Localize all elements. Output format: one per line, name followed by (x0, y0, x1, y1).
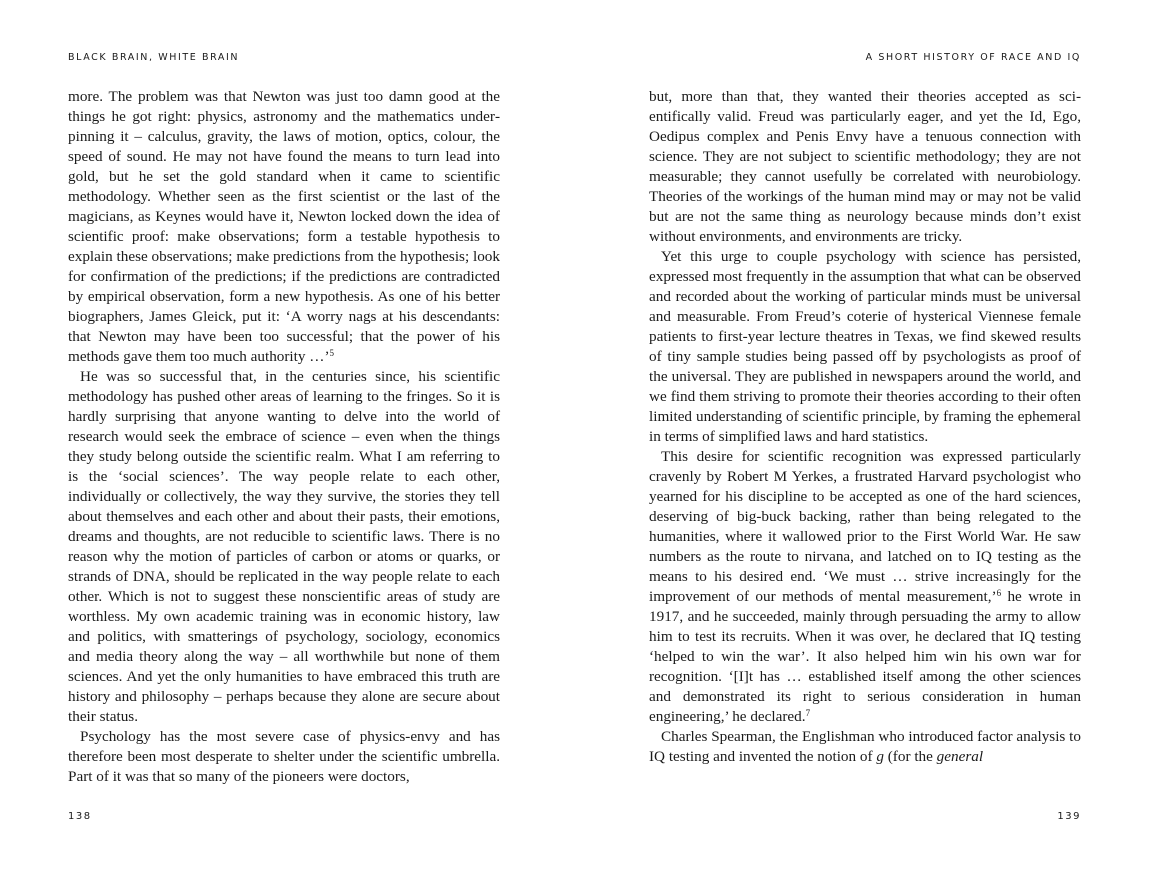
footnote-marker: 6 (996, 588, 1002, 598)
paragraph: He was so successful that, in the centuries since, his scientific methodology has pushed other areas of learning to the fringes. So it is hardly surprising that anyone wanting to delve into the world of research would seek the embrace of science – even when the things they study belong outside the scientific realm. What I am referring to is the ‘social sciences’. The way people relate to each other, individually or collectively, the way they survive, the stories they tell about themselves and each other and about their pasts, their emotions, dreams and thoughts, are not reducible to scientific laws. There is no reason why the motion of particles of carbon or atoms or quarks, or strands of DNA, should be replicated in the way people relate to each other. Which is not to suggest these nonscientific areas of study are worthless. My own academic training was in economic history, law and politics, with smatterings of psychology, sociology, economics and media theory along the way – all worthwhile but none of them sciences. And yet the only humanities to have embraced this truth are history and philosophy – perhaps because they alone are secure about their status. (68, 368, 500, 725)
paragraph-text: more. The problem was that Newton was just too damn good at the things he got right: physics, astronomy and the mathematics underpinning it – calculus, gravity, the laws of motion, optics, colour, the speed of sound. He may not have found the means to turn lead into gold, but he set the gold standard when it came to scientific methodology. Whether seen as the first scientist or the last of the magicians, as Keynes would have it, Newton locked down the idea of scientific proof: make observations; form a testable hypothesis to explain these observations; make predictions from the hypothesis; look for confirmation of the predictions; if the predictions are contradicted by empirical observation, form a new hypothesis. As one of his better biographers, James Gleick, put it: ‘A worry nags at his descendants: that Newton may have been too successful; that the power of his methods gave them too much authority …’ (68, 88, 500, 365)
right-page-body (649, 87, 1081, 767)
paragraph (649, 727, 1081, 767)
right-page (649, 0, 1081, 881)
left-page-body (68, 87, 500, 787)
left-page (68, 0, 500, 881)
paragraph: Psychology has the most severe case of physics-envy and has therefore been most desperate to shelter under the scientific umbrella. Part of it was that so many of the pioneers were doctors, (68, 728, 500, 785)
italic-g: g (876, 748, 884, 765)
footnote-marker: 5 (329, 348, 335, 358)
italic-general: general (936, 748, 984, 765)
paragraph (649, 447, 1081, 727)
paragraph-text: Charles Spearman, the Englishman who introduced factor analysis to IQ testing and invented the notion of (649, 728, 1081, 765)
page-number-right: 139 (1057, 811, 1081, 822)
running-head-left: BLACK BRAIN, WHITE BRAIN (68, 52, 240, 63)
paragraph (68, 87, 500, 367)
paragraph-text: This desire for scientific recognition was expressed particularly cravenly by Robert M Yerkes, a frustrated Harvard psychologist who yearned for his discipline to be accepted as one of the hard sciences, deserving of big-buck backing, rather than being relegated to the humanities, where it wallowed prior to the First World War. He saw numbers as the route to nirvana, and latched on to IQ testing as the means to his desired end. ‘We must … strive increasingly for the improvement of our methods of mental measurement,’ (649, 448, 1081, 605)
paragraph-text: he wrote in 1917, and he succeeded, mainly through persuading the army to allow him to test its recruits. When it was over, he declared that IQ testing ‘helped to win the war’. It also helped him win his own war for recognition. ‘[I]t has … established itself among the other sciences and demonstrated its right to serious consideration in human engineering,’ he declared. (649, 588, 1081, 725)
paragraph: Yet this urge to couple psychology with science has persisted, expressed most frequently in the assumption that what can be observed and recorded about the working of particular minds must be universal and measurable. From Freud’s coterie of hysterical Viennese female patients to first-year lecture theatres in Texas, we find skewed results of tiny sample studies being passed off by psychologists as proof of the universal. They are published in newspapers around the world, and we find them striving to promote their theories according to their often limited understanding of scientific principle, by framing the ephemeral in terms of simplified laws and hard statistics. (649, 248, 1081, 445)
paragraph: but, more than that, they wanted their theories accepted as scientifically valid. Freud was particularly eager, and yet the Id, Ego, Oedipus complex and Penis Envy have a tenuous connection with science. They are not subject to scientific methodology; they are not measurable; they cannot usefully be correlated with neurobiology. Theories of the workings of the human mind may or may not be valid but are not the same thing as neurology because minds don’t exist without environments, and environments are tricky. (649, 88, 1081, 245)
running-head-right: A SHORT HISTORY OF RACE AND IQ (865, 52, 1081, 63)
footnote-marker: 7 (805, 708, 811, 718)
page-number-left: 138 (68, 811, 92, 822)
paragraph-text: (for the (883, 748, 937, 765)
